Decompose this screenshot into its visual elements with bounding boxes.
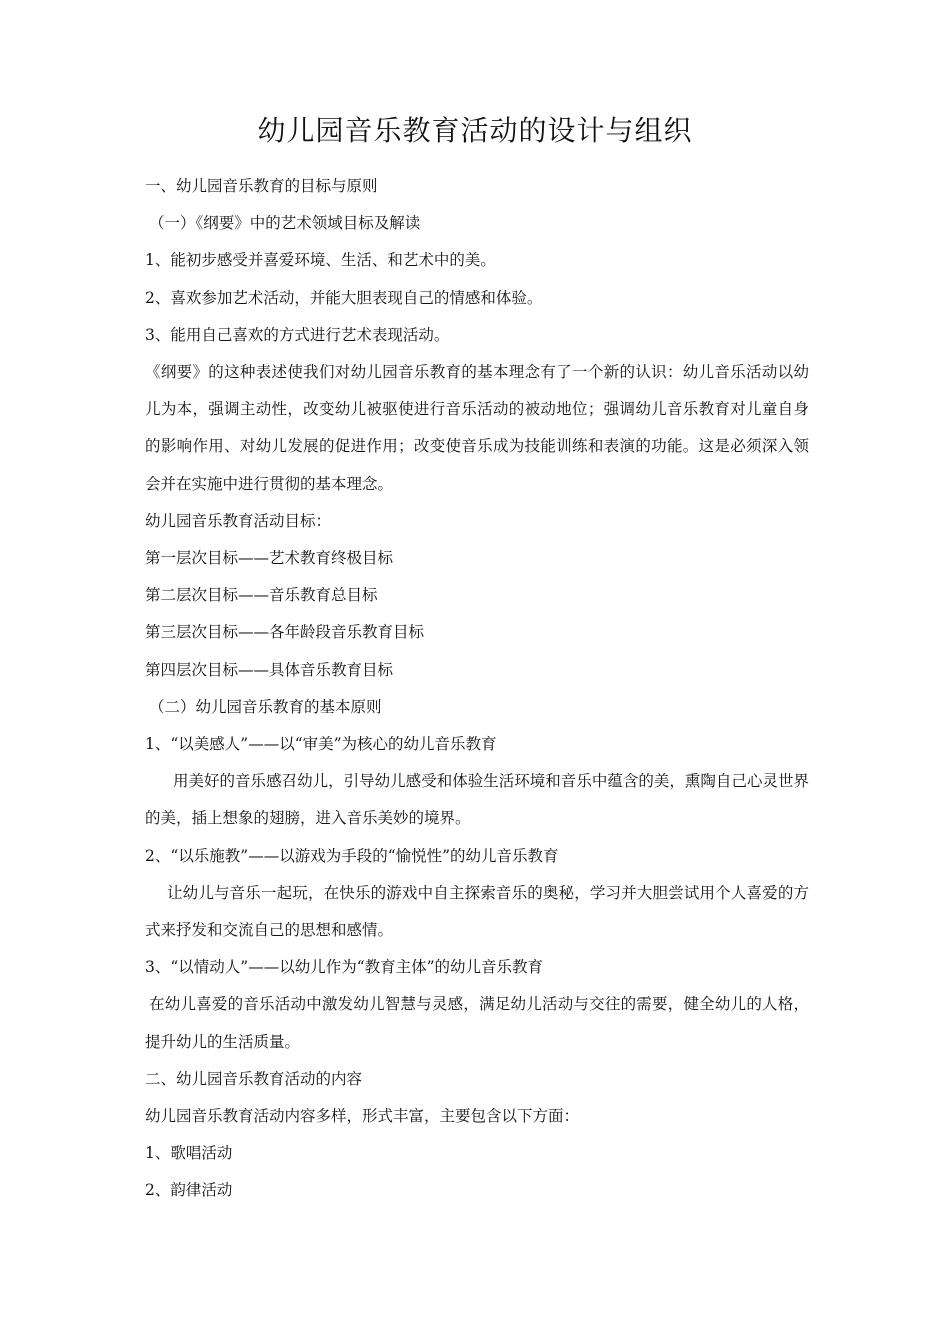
body-paragraph: 用美好的音乐感召幼儿，引导幼儿感受和体验生活环境和音乐中蕴含的美，熏陶自己心灵世界的美，插上想象的翅膀，进入音乐美妙的境界。 (145, 772, 809, 828)
subsection-heading: （一）《纲要》中的艺术领域目标及解读 (149, 214, 421, 233)
list-item: 第三层次目标——各年龄段音乐教育目标 (145, 623, 425, 642)
subsection-heading: （二）幼儿园音乐教育的基本原则 (149, 697, 382, 716)
list-item: 第一层次目标——艺术教育终极目标 (145, 549, 394, 568)
list-item: 第二层次目标——音乐教育总目标 (145, 586, 378, 605)
principle-heading: 3、“以情动人”——以幼儿作为“教育主体”的幼儿音乐教育 (145, 958, 544, 977)
body-paragraph: 在幼儿喜爱的音乐活动中激发幼儿智慧与灵感，满足幼儿活动与交往的需要，健全幼儿的人格，提升幼儿的生活质量。 (145, 995, 809, 1051)
document-body (145, 168, 809, 1210)
principle-heading: 1、“以美感人”——以“审美”为核心的幼儿音乐教育 (145, 735, 497, 754)
body-paragraph: 幼儿园音乐教育活动目标： (145, 511, 332, 530)
list-item: 2、喜欢参加艺术活动，并能大胆表现自己的情感和体验。 (145, 288, 543, 307)
list-item: 3、能用自己喜欢的方式进行艺术表现活动。 (145, 325, 450, 344)
list-item: 1、能初步感受并喜爱环境、生活、和艺术中的美。 (145, 251, 496, 270)
document-title: 幼儿园音乐教育活动的设计与组织 (257, 114, 693, 147)
body-paragraph: 让幼儿与音乐一起玩，在快乐的游戏中自主探索音乐的奥秘，学习并大胆尝试用个人喜爱的方式来抒发和交流自己的思想和感情。 (145, 883, 809, 940)
list-item: 第四层次目标——具体音乐教育目标 (145, 660, 394, 679)
body-paragraph: 幼儿园音乐教育活动内容多样，形式丰富，主要包含以下方面： (145, 1107, 580, 1126)
body-paragraph: 《纲要》的这种表述使我们对幼儿园音乐教育的基本理念有了一个新的认识：幼儿音乐活动以幼儿为本，强调主动性，改变幼儿被驱使进行音乐活动的被动地位；强调幼儿音乐教育对儿童自身的影响作用、对幼儿发展的促进作用；改变使音乐成为技能训练和表演的功能。这是必须深入领会并在实施中进行贯彻的基本理念。 (145, 363, 809, 493)
section-heading: 一、幼儿园音乐教育的目标与原则 (145, 177, 378, 195)
list-item: 2、韵律活动 (145, 1181, 233, 1200)
principle-heading: 2、“以乐施教”——以游戏为手段的“愉悦性”的幼儿音乐教育 (145, 846, 559, 865)
list-item: 1、歌唱活动 (145, 1144, 233, 1163)
section-heading: 二、幼儿园音乐教育活动的内容 (145, 1069, 363, 1088)
